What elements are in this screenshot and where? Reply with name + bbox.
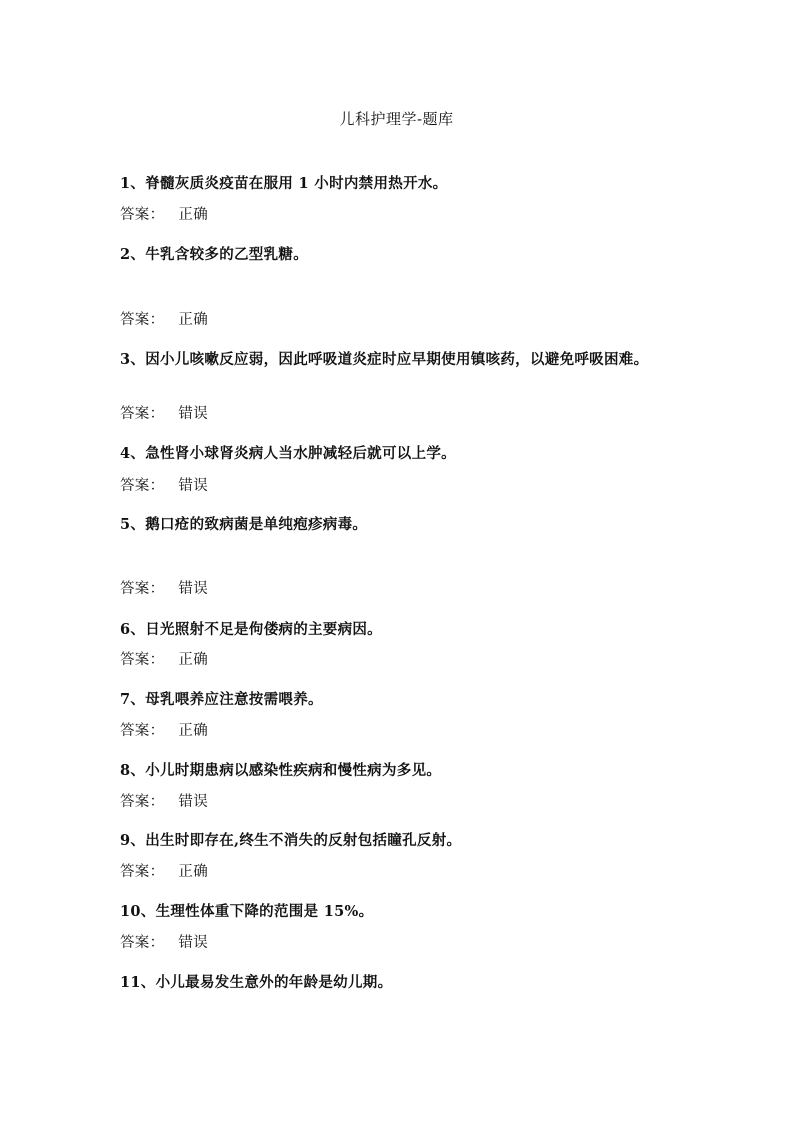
answer-value: 错误 xyxy=(178,794,209,810)
question-8: 8、小儿时期患病以感染性疾病和慢性病为多见。 xyxy=(120,762,442,779)
answer-5 xyxy=(120,579,208,599)
answer-10 xyxy=(120,933,208,953)
answer-value: 正确 xyxy=(178,207,209,223)
answer-value: 正确 xyxy=(178,723,209,739)
question-10: 10、生理性体重下降的范围是 15%。 xyxy=(120,903,374,920)
question-9: 9、出生时即存在,终生不消失的反射包括瞳孔反射。 xyxy=(120,832,462,849)
question-11: 11、小儿最易发生意外的年龄是幼儿期。 xyxy=(120,974,393,991)
answer-value: 错误 xyxy=(178,581,209,597)
answer-3 xyxy=(120,404,208,424)
answer-value: 错误 xyxy=(178,935,209,951)
answer-label: 答案： xyxy=(120,312,165,328)
answer-label: 答案： xyxy=(120,794,165,810)
answer-value: 正确 xyxy=(178,312,209,328)
answer-label: 答案： xyxy=(120,723,165,739)
question-1: 1、脊髓灰质炎疫苗在服用 1 小时内禁用热开水。 xyxy=(120,175,448,192)
answer-value: 错误 xyxy=(178,406,209,422)
answer-label: 答案： xyxy=(120,406,165,422)
answer-6 xyxy=(120,650,208,670)
question-7: 7、母乳喂养应注意按需喂养。 xyxy=(120,691,323,708)
answer-2 xyxy=(120,310,208,330)
question-3: 3、因小儿咳嗽反应弱，因此呼吸道炎症时应早期使用镇咳药，以避免呼吸困难。 xyxy=(120,351,649,368)
question-6: 6、日光照射不足是佝偻病的主要病因。 xyxy=(120,621,382,638)
answer-7 xyxy=(120,721,208,741)
answer-value: 正确 xyxy=(178,652,209,668)
answer-8 xyxy=(120,792,208,812)
question-2: 2、牛乳含较多的乙型乳糖。 xyxy=(120,246,308,263)
answer-9 xyxy=(120,862,208,882)
answer-label: 答案： xyxy=(120,478,165,494)
question-4: 4、急性肾小球肾炎病人当水肿减轻后就可以上学。 xyxy=(120,445,456,462)
answer-label: 答案： xyxy=(120,207,165,223)
answer-value: 错误 xyxy=(178,478,209,494)
answer-label: 答案： xyxy=(120,581,165,597)
answer-1 xyxy=(120,205,208,225)
answer-value: 正确 xyxy=(178,864,209,880)
document-title: 儿科护理学-题库 xyxy=(339,110,454,128)
answer-label: 答案： xyxy=(120,652,165,668)
answer-label: 答案： xyxy=(120,935,165,951)
question-5: 5、鹅口疮的致病菌是单纯疱疹病毒。 xyxy=(120,516,368,533)
answer-label: 答案： xyxy=(120,864,165,880)
answer-4 xyxy=(120,476,208,496)
